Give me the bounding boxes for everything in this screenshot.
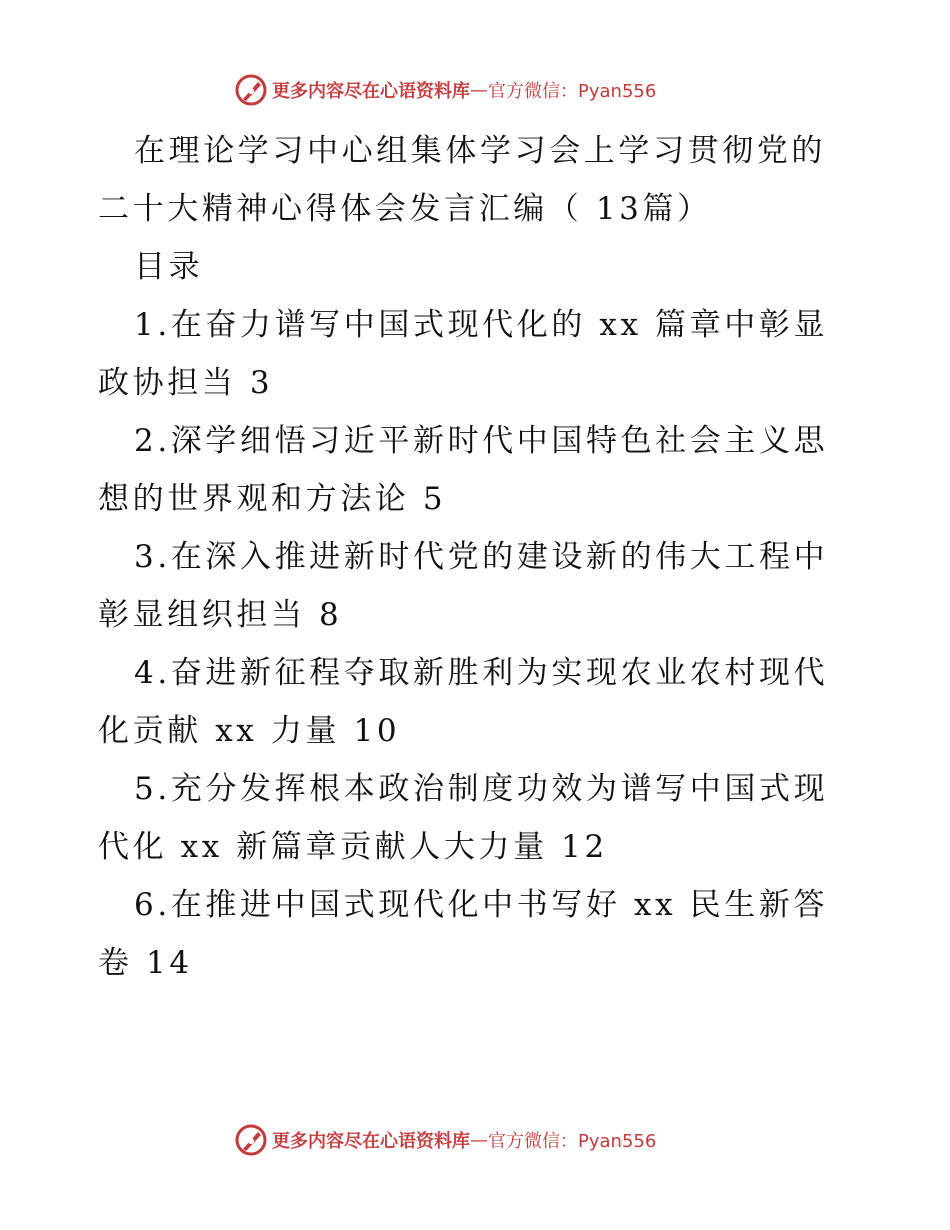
toc-heading: 目录 — [134, 249, 204, 285]
document-title: 在理论学习中心组集体学习会上学习贯彻党的二十大精神心得体会发言汇编（ 13篇） — [98, 133, 826, 227]
pen-logo-icon — [234, 73, 268, 107]
watermark-main-text: 更多内容尽在心语资料库 — [272, 81, 470, 102]
toc-item: 1.在奋力谱写中国式现代化的 xx 篇章中彰显政协担当 3 — [98, 307, 829, 401]
toc-item: 6.在推进中国式现代化中书写好 xx 民生新答卷 14 — [98, 887, 829, 981]
toc-item: 5.充分发挥根本政治制度功效为谱写中国式现代化 xx 新篇章贡献人大力量 12 — [98, 771, 829, 865]
pen-logo-icon — [234, 1123, 268, 1157]
toc-item: 3.在深入推进新时代党的建设新的伟大工程中彰显组织担当 8 — [98, 539, 829, 633]
footer-watermark — [234, 1120, 754, 1160]
watermark-dash: — — [470, 79, 488, 101]
header-watermark — [234, 70, 754, 110]
toc-item: 2.深学细悟习近平新时代中国特色社会主义思想的世界观和方法论 5 — [98, 423, 829, 517]
watermark-sub-text: 官方微信：Pyan556 — [488, 1131, 657, 1152]
watermark-main-text: 更多内容尽在心语资料库 — [272, 1131, 470, 1152]
toc-item: 4.奋进新征程夺取新胜利为实现农业农村现代化贡献 xx 力量 10 — [98, 655, 829, 749]
document-body — [98, 122, 858, 992]
watermark-dash: — — [470, 1129, 488, 1151]
watermark-sub-text: 官方微信：Pyan556 — [488, 81, 657, 102]
